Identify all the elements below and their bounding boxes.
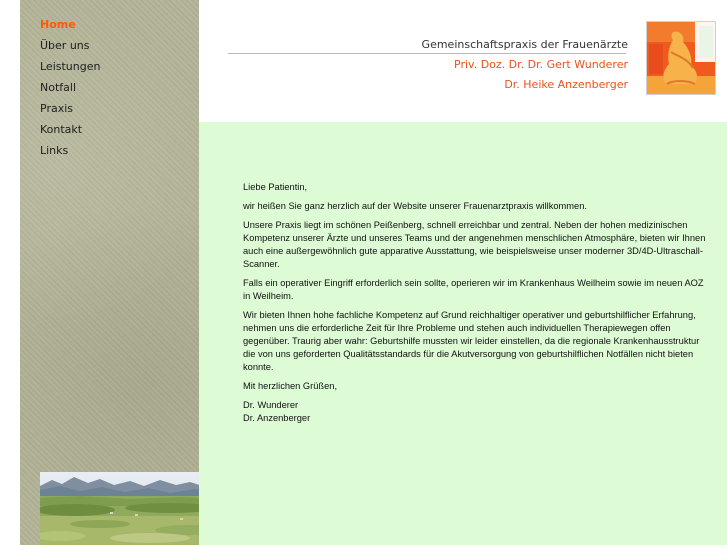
nav-item-praxis[interactable]: Praxis xyxy=(40,102,73,115)
welcome-letter xyxy=(243,181,707,425)
practice-logo xyxy=(646,21,716,95)
nav-item-links[interactable]: Links xyxy=(40,144,69,157)
signature-wunderer: Dr. Wunderer xyxy=(243,400,299,410)
welcome-text: wir heißen Sie ganz herzlich auf der Website unserer Frauenarztpraxis willkommen. xyxy=(243,201,587,211)
header-divider xyxy=(228,53,626,54)
left-margin xyxy=(0,0,20,545)
surgery-paragraph: Falls ein operativer Eingriff erforderlich sein sollte, operieren wir im Krankenhaus Weilheim sowie im neuen AOZ in Weilheim. xyxy=(243,278,704,301)
competence-paragraph: Wir bieten Ihnen hohe fachliche Kompetenz auf Grund reichhaltiger operativer und geburtshilflicher Erfahrung, nehmen uns die erforderliche Zeit für Ihre Probleme und stehen auch individuellen Therapiewegen offen gegenüber. Traurig aber wahr: Geburtshilfe mussten wir leider einstellen, da die regionale Krankenhausstruktur die von uns geforderten Qualitätsstandards für die Akutversorgung von geburtshilflichen Notfällen nicht bieten konnte. xyxy=(243,310,700,372)
sidebar xyxy=(20,0,199,545)
landscape-photo xyxy=(40,472,219,545)
closing-text: Mit herzlichen Grüßen, xyxy=(243,381,338,391)
signature-block xyxy=(243,399,707,425)
practice-name: Gemeinschaftspraxis der Frauenärzte xyxy=(421,38,628,51)
main-navigation xyxy=(40,14,100,161)
doctor-name-1: Priv. Doz. Dr. Dr. Gert Wunderer xyxy=(454,58,628,71)
greeting-text: Liebe Patientin, xyxy=(243,182,308,192)
nav-item-leistungen[interactable]: Leistungen xyxy=(40,60,101,73)
nav-item-home[interactable]: Home xyxy=(40,18,76,31)
header xyxy=(199,0,727,122)
nav-item-notfall[interactable]: Notfall xyxy=(40,81,76,94)
nav-item-ueber-uns[interactable]: Über uns xyxy=(40,39,90,52)
signature-anzenberger: Dr. Anzenberger xyxy=(243,413,311,423)
nav-item-kontakt[interactable]: Kontakt xyxy=(40,123,83,136)
doctor-name-2: Dr. Heike Anzenberger xyxy=(504,78,628,91)
location-paragraph: Unsere Praxis liegt im schönen Peißenberg, schnell erreichbar und zentral. Neben der hohen medizinischen Kompetenz unserer Ärzte und unseres Teams und der angenehmen menschlichen Atmosphäre, bieten wir Ihnen auch eine außergewöhnlich gute apparative Ausstattung, wie beispielsweise unser moderner 3D/4D-Ultraschall-Scanner. xyxy=(243,220,706,269)
seated-woman-logo-image xyxy=(647,22,715,94)
landscape-photo-image xyxy=(40,472,219,545)
main-content xyxy=(199,122,727,545)
